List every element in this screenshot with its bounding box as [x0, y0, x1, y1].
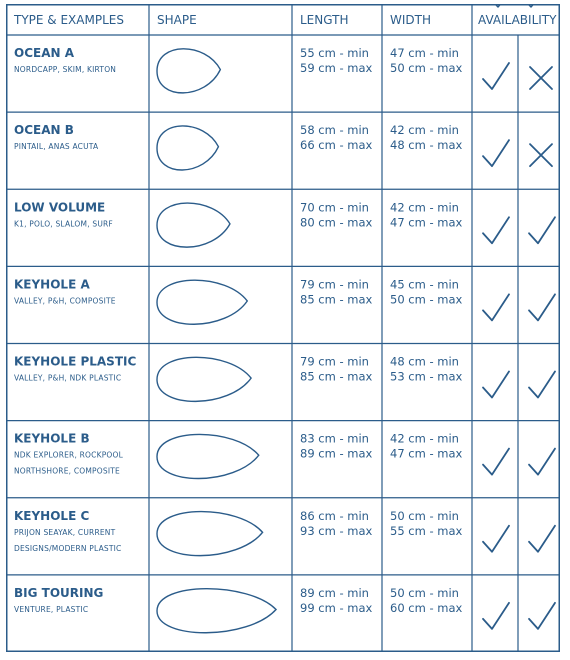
check-icon — [529, 449, 555, 475]
cockpit-type-title: OCEAN A — [14, 46, 74, 60]
cockpit-shape-outline — [157, 434, 259, 478]
table-row — [14, 586, 555, 633]
cockpit-shape-outline — [157, 589, 276, 633]
table-row — [14, 355, 555, 402]
table-row — [14, 277, 555, 324]
length-max: 89 cm - max — [300, 446, 373, 461]
cockpit-examples: PRIJON SEAYAK, CURRENT — [14, 527, 116, 537]
length-max: 85 cm - max — [300, 369, 373, 384]
cockpit-shape-outline — [157, 126, 218, 170]
cockpit-shape-outline — [157, 512, 263, 556]
cross-icon — [530, 67, 552, 89]
cockpit-examples: VENTURE, PLASTIC — [14, 604, 89, 614]
cockpit-examples: NORDCAPP, SKIM, KIRTON — [14, 65, 117, 74]
cockpit-type-title: KEYHOLE A — [14, 277, 90, 292]
length-min: 79 cm - min — [300, 354, 369, 369]
table-grid — [6, 4, 560, 652]
length-max: 66 cm - max — [300, 138, 373, 153]
length-min: 89 cm - min — [300, 585, 369, 600]
table-row — [14, 200, 555, 247]
check-icon — [483, 217, 509, 243]
cockpit-examples: PINTAIL, ANAS ACUTA — [14, 142, 99, 152]
check-icon — [483, 63, 509, 89]
header-row — [13, 13, 557, 27]
cockpit-examples: NDK EXPLORER, ROCKPOOL — [14, 450, 124, 460]
check-icon — [529, 603, 555, 629]
check-icon — [529, 526, 555, 552]
check-icon — [483, 603, 509, 629]
check-icon — [483, 140, 509, 166]
table-body — [14, 46, 555, 633]
check-icon — [483, 372, 509, 398]
cockpit-examples: NORTHSHORE, COMPOSITE — [14, 466, 120, 476]
length-max: 59 cm - max — [300, 61, 373, 75]
table-graphic — [6, 4, 560, 652]
check-icon — [483, 526, 509, 552]
header-width: WIDTH — [390, 13, 431, 27]
cockpit-examples: VALLEY, P&H, COMPOSITE — [14, 296, 116, 306]
table-row — [14, 509, 555, 556]
header-availability: AVAILABILITY — [478, 13, 557, 27]
cockpit-examples: DESIGNS/MODERN PLASTIC — [14, 543, 122, 553]
width-max: 48 cm - max — [390, 138, 463, 153]
length-max: 93 cm - max — [300, 523, 373, 538]
width-max: 53 cm - max — [390, 369, 463, 384]
check-icon — [529, 294, 555, 320]
cockpit-type-title: LOW VOLUME — [14, 200, 106, 215]
cockpit-type-title: KEYHOLE B — [14, 431, 90, 446]
length-min: 86 cm - min — [300, 508, 369, 523]
cockpit-examples: VALLEY, P&H, NDK PLASTIC — [14, 373, 122, 383]
table-row — [14, 432, 555, 479]
cockpit-shape-outline — [157, 280, 247, 324]
check-icon — [483, 294, 509, 320]
table-border — [7, 5, 560, 652]
length-max: 80 cm - max — [300, 215, 373, 230]
width-max: 60 cm - max — [390, 600, 463, 615]
table-row — [14, 123, 552, 170]
cockpit-shape-outline — [157, 357, 251, 401]
cockpit-shape-outline — [157, 49, 220, 93]
width-max: 50 cm - max — [390, 61, 463, 75]
width-max: 47 cm - max — [390, 215, 463, 230]
length-min: 55 cm - min — [300, 46, 369, 60]
width-min: 45 cm - min — [390, 277, 459, 292]
width-max: 47 cm - max — [390, 446, 463, 461]
width-max: 55 cm - max — [390, 523, 463, 538]
check-icon — [529, 372, 555, 398]
cockpit-type-title: KEYHOLE PLASTIC — [14, 354, 137, 369]
header-length: LENGTH — [300, 13, 349, 27]
length-min: 79 cm - min — [300, 277, 369, 292]
length-max: 85 cm - max — [300, 292, 373, 307]
length-min: 70 cm - min — [300, 200, 369, 215]
width-min: 42 cm - min — [390, 123, 459, 138]
cockpit-examples: K1, POLO, SLALOM, SURF — [14, 219, 113, 229]
width-min: 48 cm - min — [390, 354, 459, 369]
width-min: 42 cm - min — [390, 431, 459, 446]
length-max: 99 cm - max — [300, 600, 373, 615]
check-icon — [529, 217, 555, 243]
check-icon — [483, 449, 509, 475]
table-row — [14, 46, 552, 93]
length-min: 58 cm - min — [300, 123, 369, 138]
width-min: 47 cm - min — [390, 46, 459, 60]
width-min: 42 cm - min — [390, 200, 459, 215]
cross-icon — [530, 144, 552, 166]
header-shape: SHAPE — [157, 13, 197, 27]
cockpit-size-table — [6, 4, 560, 652]
cockpit-type-title: OCEAN B — [14, 123, 74, 138]
header-type: TYPE & EXAMPLES — [14, 13, 124, 27]
width-max: 50 cm - max — [390, 292, 463, 307]
width-min: 50 cm - min — [390, 508, 459, 523]
length-min: 83 cm - min — [300, 431, 369, 446]
cockpit-shape-outline — [157, 203, 230, 247]
width-min: 50 cm - min — [390, 585, 459, 600]
cockpit-type-title: BIG TOURING — [14, 585, 104, 600]
cockpit-type-title: KEYHOLE C — [14, 508, 90, 523]
